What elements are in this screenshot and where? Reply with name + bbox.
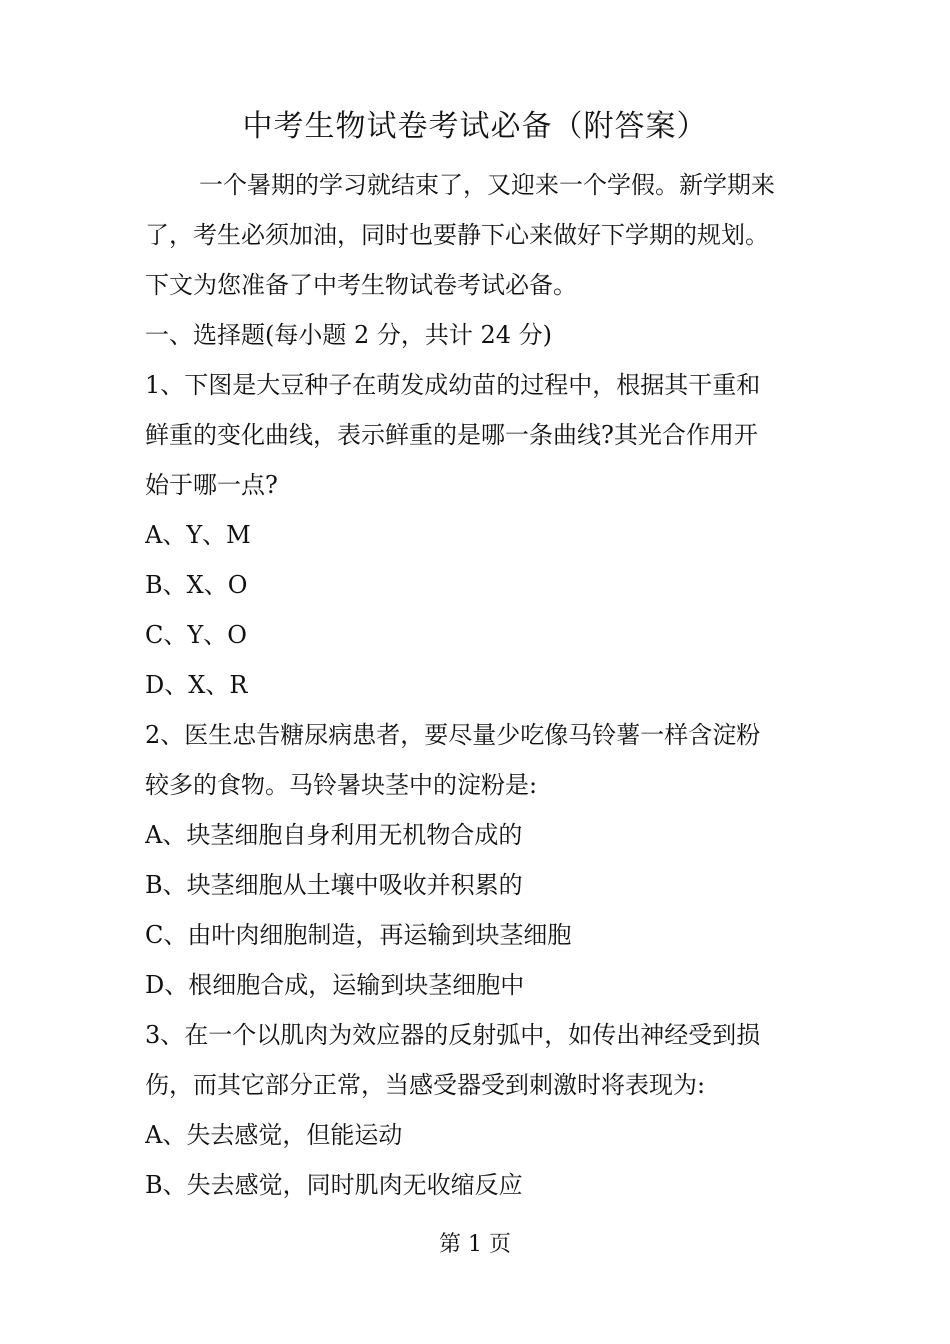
question-line: 3、在一个以肌肉为效应器的反射弧中，如传出神经受到损 <box>145 1021 761 1049</box>
answer-option: B、X、O <box>145 571 248 599</box>
document-body <box>145 160 817 1210</box>
answer-option: B、失去感觉，同时肌肉无收缩反应 <box>145 1171 523 1199</box>
question-line: 2、医生忠告糖尿病患者，要尽量少吃像马铃薯一样含淀粉 <box>145 721 761 749</box>
paragraph-line: 了，考生必须加油，同时也要静下心来做好下学期的规划。 <box>145 221 769 249</box>
document-title: 中考生物试卷考试必备（附答案） <box>242 109 708 144</box>
answer-option: C、由叶肉细胞制造，再运输到块茎细胞 <box>145 921 572 949</box>
answer-option: D、X、R <box>145 671 248 699</box>
paragraph-line: 一个暑期的学习就结束了，又迎来一个学假。新学期来 <box>199 171 775 199</box>
answer-option: A、Y、M <box>145 521 251 549</box>
answer-option: B、块茎细胞从土壤中吸收并积累的 <box>145 871 523 899</box>
question-line: 较多的食物。马铃暑块茎中的淀粉是: <box>145 771 538 799</box>
page-number: 第 1 页 <box>439 1232 511 1257</box>
question-line: 鲜重的变化曲线，表示鲜重的是哪一条曲线?其光合作用开 <box>145 421 758 449</box>
answer-option: C、Y、O <box>145 621 247 649</box>
answer-option: A、失去感觉，但能运动 <box>145 1121 403 1149</box>
answer-option: D、根细胞合成，运输到块茎细胞中 <box>145 971 525 999</box>
section-heading: 一、选择题(每小题 2 分，共计 24 分) <box>145 321 553 349</box>
answer-option: A、块茎细胞自身利用无机物合成的 <box>145 821 523 849</box>
question-line: 始于哪一点? <box>145 471 278 499</box>
question-line: 1、下图是大豆种子在萌发成幼苗的过程中，根据其干重和 <box>145 371 761 399</box>
paragraph-line: 下文为您准备了中考生物试卷考试必备。 <box>145 271 577 299</box>
question-line: 伤，而其它部分正常，当感受器受到刺激时将表现为: <box>145 1071 706 1099</box>
